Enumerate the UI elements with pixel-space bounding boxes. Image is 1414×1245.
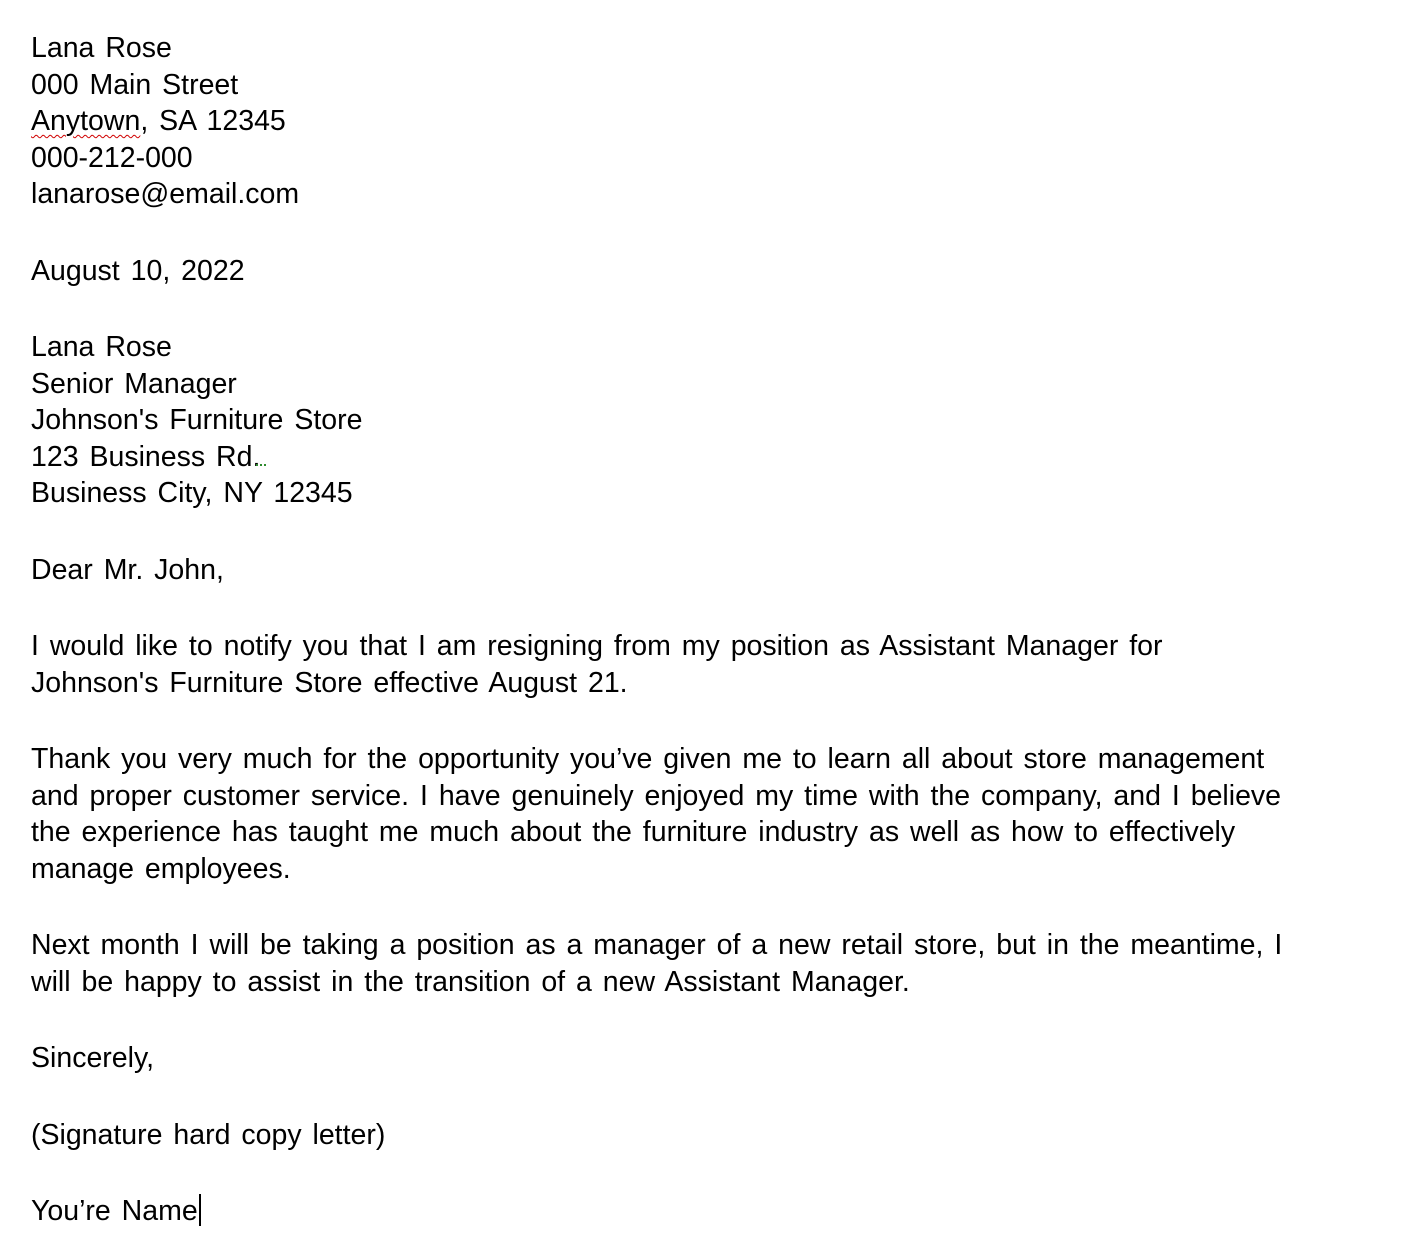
signature-note — [31, 1117, 1391, 1154]
sender-email: lanarose@email.com — [31, 178, 300, 210]
salutation-text: Dear Mr. John, — [31, 553, 224, 586]
text-cursor — [199, 1194, 201, 1226]
sender-phone: 000-212-000 — [31, 141, 193, 174]
recipient-city: Business City, NY 12345 — [31, 477, 353, 509]
recipient-company: Johnson's Furniture Store — [31, 404, 363, 436]
body-paragraph-2 — [31, 741, 1391, 887]
paragraph-line: Johnson's Furniture Store effective August 21. — [31, 666, 628, 699]
signer-line — [31, 1193, 1391, 1230]
closing-text: Sincerely, — [31, 1042, 155, 1074]
sender-address-block — [31, 30, 1391, 213]
paragraph-line: will be happy to assist in the transition of a new Assistant Manager. — [31, 965, 910, 998]
paragraph-line: Next month I will be taking a position as a manager of a new retail store, but in the meantime, I — [31, 929, 1283, 961]
salutation — [31, 552, 1391, 589]
body-paragraph-1 — [31, 628, 1391, 701]
letter-document[interactable] — [31, 30, 1391, 1230]
paragraph-line: manage employees. — [31, 852, 291, 885]
sender-city-rest: , SA 12345 — [140, 105, 286, 137]
recipient-street — [31, 439, 1391, 476]
grammar-check-mark[interactable] — [256, 460, 266, 466]
spelling-error-word[interactable]: Anytown — [31, 105, 141, 137]
date-text: August 10, 2022 — [31, 254, 245, 287]
body-paragraph-3 — [31, 927, 1391, 1000]
sender-city — [31, 103, 1391, 140]
paragraph-line: the experience has taught me much about the furniture industry as well as how to effectively — [31, 816, 1236, 848]
paragraph-line: Thank you very much for the opportunity you’ve given me to learn all about store management — [31, 743, 1265, 775]
recipient-street-text: 123 Business Rd. — [31, 440, 261, 473]
signer-name — [31, 1193, 1391, 1230]
signature-note-text: (Signature hard copy letter) — [31, 1118, 386, 1151]
closing — [31, 1040, 1391, 1077]
signer-name-text: You’re Name — [31, 1195, 198, 1227]
recipient-address-block — [31, 329, 1391, 512]
recipient-name: Lana Rose — [31, 331, 172, 363]
sender-street: 000 Main Street — [31, 68, 239, 101]
letter-date — [31, 253, 1391, 290]
sender-name: Lana Rose — [31, 32, 172, 64]
paragraph-line: I would like to notify you that I am resigning from my position as Assistant Manager for — [31, 630, 1163, 662]
recipient-title: Senior Manager — [31, 367, 237, 400]
paragraph-line: and proper customer service. I have genuinely enjoyed my time with the company, and I believe — [31, 779, 1282, 812]
